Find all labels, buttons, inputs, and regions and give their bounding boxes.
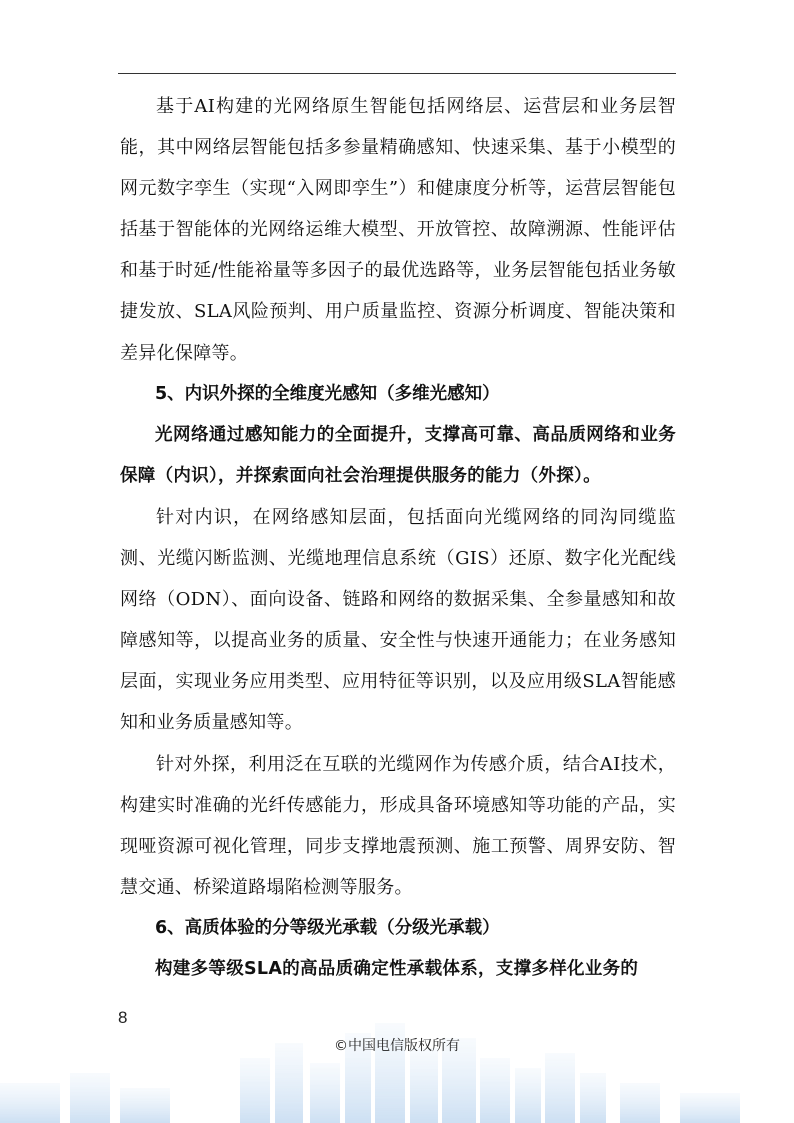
paragraph-ai-native-intelligence: 基于AI构建的光网络原生智能包括网络层、运营层和业务层智能，其中网络层智能包括多参量精确感知、快速采集、基于小模型的网元数字孪生（实现“入网即孪生”）和健康度分析等，运营层智能包括基于智能体的光网络运维大模型、开放管控、故障溯源、性能评估和基于时延/性能裕量等多因子的最优选路等，业务层智能包括业务敏捷发放、SLA风险预判、用户质量监控、资源分析调度、智能决策和差异化保障等。 — [120, 96, 676, 364]
paragraph-sensing-summary: 光网络通过感知能力的全面提升，支撑高可靠、高品质网络和业务保障（内识），并探索面向社会治理提供服务的能力（外探）。 — [120, 424, 676, 486]
section-heading-6: 6、高质体验的分等级光承载（分级光承载） — [155, 917, 500, 938]
header-rule — [118, 73, 676, 74]
section-heading-5: 5、内识外探的全维度光感知（多维光感知） — [155, 383, 500, 404]
document-body — [120, 86, 676, 990]
page-number: 8 — [118, 1008, 128, 1027]
paragraph-external-sensing: 针对外探，利用泛在互联的光缆网作为传感介质，结合AI技术，构建实时准确的光纤传感能力，形成具备环境感知等功能的产品，实现哑资源可视化管理，同步支撑地震预测、施工预警、周界安防、智慧交通、桥梁道路塌陷检测等服务。 — [120, 753, 676, 898]
city-skyline-watermark — [0, 1013, 794, 1123]
paragraph-sla-summary: 构建多等级SLA的高品质确定性承载体系，支撑多样化业务的 — [155, 958, 639, 979]
paragraph-internal-sensing: 针对内识，在网络感知层面，包括面向光缆网络的同沟同缆监测、光缆闪断监测、光缆地理信息系统（GIS）还原、数字化光配线网络（ODN）、面向设备、链路和网络的数据采集、全参量感知和故障感知等，以提高业务的质量、安全性与快速开通能力；在业务感知层面，实现业务应用类型、应用特征等识别，以及应用级SLA智能感知和业务质量感知等。 — [120, 506, 676, 734]
copyright-footer: ©中国电信版权所有 — [334, 1038, 460, 1054]
